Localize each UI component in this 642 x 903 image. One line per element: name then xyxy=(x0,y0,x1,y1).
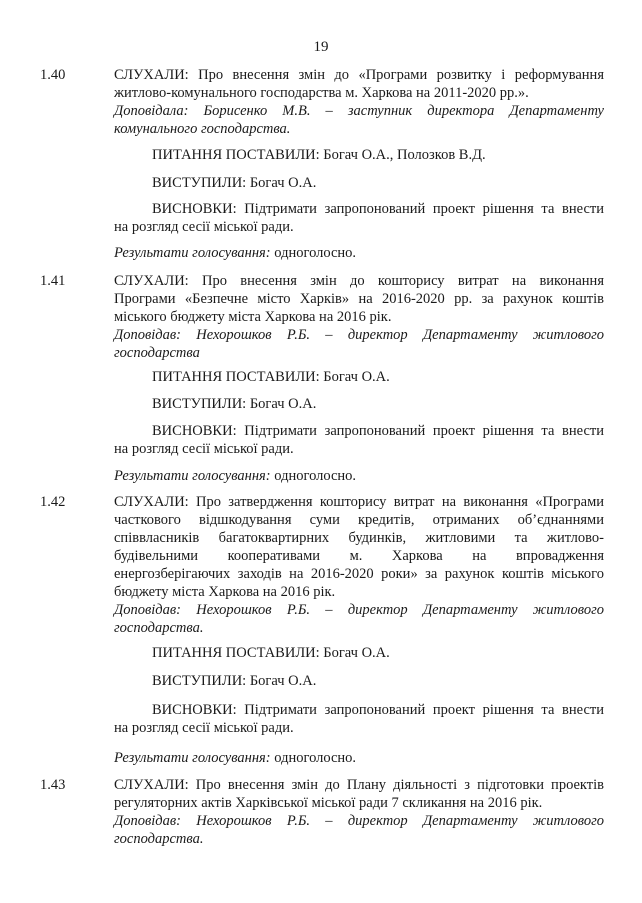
text-line: Доповідав: Нехорошков Р.Б. – директор Департаменту житлового xyxy=(114,602,604,618)
conclusions-line-2: на розгляд сесії міської ради. xyxy=(114,720,294,736)
speaker-paragraph xyxy=(114,601,604,637)
page-number: 19 xyxy=(313,39,329,55)
text-line: житлово-комунального господарства м. Харкова на 2011-2020 рр.». xyxy=(114,85,529,101)
conclusions-line-2: на розгляд сесії міської ради. xyxy=(114,441,294,457)
speaker-paragraph xyxy=(114,102,604,138)
conclusions-line-2: на розгляд сесії міської ради. xyxy=(114,219,294,235)
conclusions-line-1: ВИСНОВКИ: Підтримати запропонований проект рішення та внести xyxy=(152,201,604,217)
text-line: міського бюджету міста Харкова на 2016 рік. xyxy=(114,309,392,325)
vote-value: одноголосно. xyxy=(270,468,357,484)
spoke-line: ВИСТУПИЛИ: Богач О.А. xyxy=(152,673,317,689)
spoke-line: ВИСТУПИЛИ: Богач О.А. xyxy=(152,396,317,412)
conclusions-line-1: ВИСНОВКИ: Підтримати запропонований проект рішення та внести xyxy=(152,702,604,718)
vote-value: одноголосно. xyxy=(270,245,357,261)
text-line: Доповідала: Борисенко М.В. – заступник директора Департаменту xyxy=(114,103,604,119)
text-line: будівельними кооперативами м. Харкова на впровадження xyxy=(114,548,604,564)
item-number: 1.40 xyxy=(40,67,66,83)
item-number: 1.42 xyxy=(40,494,66,510)
spoke-line: ВИСТУПИЛИ: Богач О.А. xyxy=(152,175,317,191)
heard-paragraph xyxy=(114,66,604,102)
vote-label: Результати голосування: xyxy=(114,750,271,766)
heard-paragraph xyxy=(114,776,604,812)
text-line: енергозберігаючих заходів на 2016-2020 роки» за рахунок коштів міського xyxy=(114,566,604,582)
text-line: СЛУХАЛИ: Про внесення змін до Плану діяльності з підготовки проектів xyxy=(114,777,604,793)
speaker-paragraph xyxy=(114,326,604,362)
vote-label: Результати голосування: xyxy=(114,468,271,484)
item-number: 1.43 xyxy=(40,777,66,793)
text-line: господарства. xyxy=(114,620,204,636)
heard-paragraph xyxy=(114,272,604,326)
text-line: часткового відшкодування суми кредитів, отриманих об’єднаннями xyxy=(114,512,604,528)
text-line: СЛУХАЛИ: Про затвердження кошторису витрат на виконання «Програми xyxy=(114,494,604,510)
conclusions-line-1: ВИСНОВКИ: Підтримати запропонований проект рішення та внести xyxy=(152,423,604,439)
questions-line: ПИТАННЯ ПОСТАВИЛИ: Богач О.А. xyxy=(152,369,390,385)
text-line: Програми «Безпечне місто Харків» на 2016-2020 рр. за рахунок коштів xyxy=(114,291,604,307)
text-line: СЛУХАЛИ: Про внесення змін до кошторису витрат на виконання xyxy=(114,273,604,289)
text-line: бюджету міста Харкова на 2016 рік. xyxy=(114,584,336,600)
text-line: регуляторних актів Харківської міської ради 7 скликання на 2016 рік. xyxy=(114,795,543,811)
text-line: Доповідав: Нехорошков Р.Б. – директор Департаменту житлового xyxy=(114,327,604,343)
item-number: 1.41 xyxy=(40,273,66,289)
text-line: співвласників багатоквартирних будинків, житловими та житлово- xyxy=(114,530,604,546)
vote-result xyxy=(114,244,604,262)
questions-line: ПИТАННЯ ПОСТАВИЛИ: Богач О.А. xyxy=(152,645,390,661)
text-line: господарства. xyxy=(114,831,204,847)
vote-result xyxy=(114,467,604,485)
questions-line: ПИТАННЯ ПОСТАВИЛИ: Богач О.А., Полозков В.Д. xyxy=(152,147,486,163)
text-line: СЛУХАЛИ: Про внесення змін до «Програми розвитку і реформування xyxy=(114,67,604,83)
vote-result xyxy=(114,749,604,767)
heard-paragraph xyxy=(114,493,604,601)
vote-label: Результати голосування: xyxy=(114,245,271,261)
text-line: Доповідав: Нехорошков Р.Б. – директор Департаменту житлового xyxy=(114,813,604,829)
text-line: комунального господарства. xyxy=(114,121,291,137)
vote-value: одноголосно. xyxy=(270,750,357,766)
text-line: господарства xyxy=(114,345,200,361)
speaker-paragraph xyxy=(114,812,604,848)
